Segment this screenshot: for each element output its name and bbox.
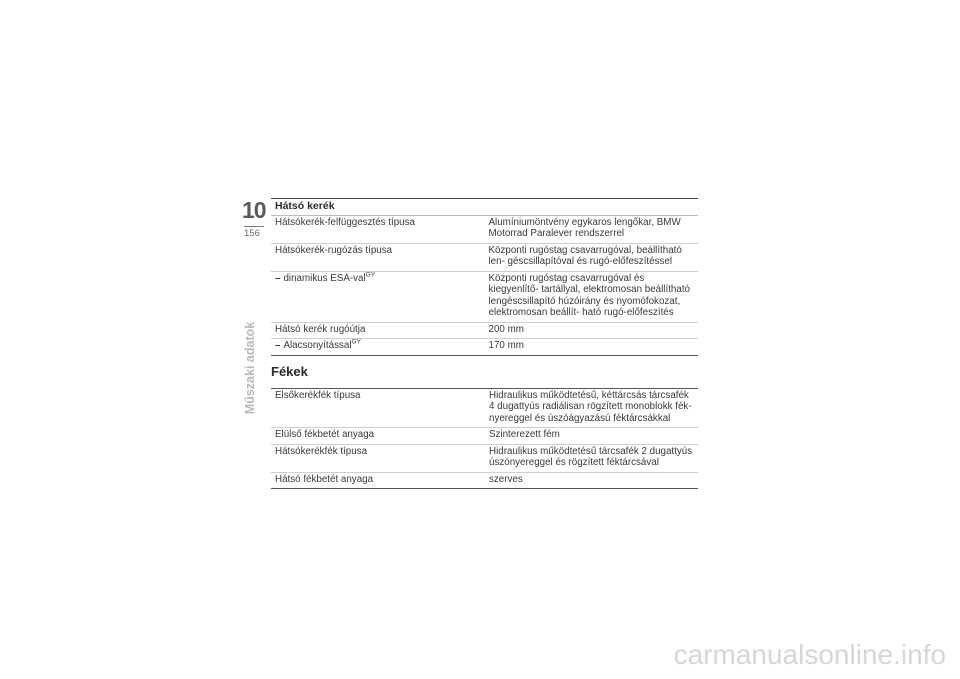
row-value: Szinterezett fém (485, 428, 698, 445)
row-value: szerves (485, 472, 698, 489)
option-superscript: GY (351, 338, 361, 346)
option-label: dinamikus ESA-val (283, 272, 366, 284)
dash-bullet: – (275, 340, 281, 351)
table-row (271, 428, 698, 445)
table-header-row (271, 199, 698, 216)
row-value: Hidraulikus működtetésű, kéttárcsás tárcsafék 4 dugattyús radiálisan rögzített monoblokk fék- nyereggel és úszóágyazású féktárcsákkal (485, 388, 698, 428)
page-content (271, 198, 698, 489)
table-row (271, 444, 698, 472)
page-number: 156 (244, 226, 264, 239)
table-row (271, 472, 698, 489)
table-row (271, 243, 698, 271)
chapter-number: 10 (242, 197, 266, 223)
watermark: carmanualsonline.info (673, 639, 946, 670)
row-label: Elülső fékbetét anyaga (271, 428, 485, 445)
row-value: Központi rugóstag csavarrugóval és kiegyenlítő- tartállyal, elektromosan beállítható lengéscsillapító húzóirány és nyomófokozat, elektromosan beállít- ható rugó-előfeszítés (485, 271, 699, 322)
row-value: Központi rugóstag csavarrugóval, beállítható len- géscsillapítóval és rugó-előfeszítéssel (485, 243, 699, 271)
row-label: Hátsókerék-felfüggesztés típusa (271, 215, 485, 243)
rear-wheel-title: Hátsó kerék (271, 199, 698, 216)
row-label: Hátsó fékbetét anyaga (271, 472, 485, 489)
row-label: Elsőkerékfék típusa (271, 388, 485, 428)
row-value: Alumíniumöntvény egykaros lengőkar, BMW Motorrad Paralever rendszerrel (485, 215, 699, 243)
row-label: Hátsó kerék rugóútja (271, 322, 485, 339)
dash-bullet: – (275, 272, 281, 284)
brakes-heading: Fékek (271, 363, 308, 379)
table-row (271, 215, 698, 243)
table-row (271, 271, 698, 322)
row-label-option (271, 339, 485, 356)
row-value: 170 mm (485, 339, 699, 356)
table-row (271, 388, 698, 428)
row-label: Hátsókerékfék típusa (271, 444, 485, 472)
table-row (271, 322, 698, 339)
table-row (271, 339, 698, 356)
row-label-option (271, 271, 485, 322)
brakes-table (271, 388, 698, 490)
option-label: Alacsonyítással (283, 340, 352, 351)
chapter-tab (242, 198, 264, 222)
row-value: 200 mm (485, 322, 699, 339)
rear-wheel-table (271, 198, 698, 356)
option-superscript: GY (365, 271, 376, 279)
chapter-side-label: Műszaki adatok (243, 321, 257, 415)
row-value: Hidraulikus működtetésű tárcsafék 2 dugattyús úszónyereggel és rögzített féktárcsával (485, 444, 698, 472)
row-label: Hátsókerék-rugózás típusa (271, 243, 485, 271)
